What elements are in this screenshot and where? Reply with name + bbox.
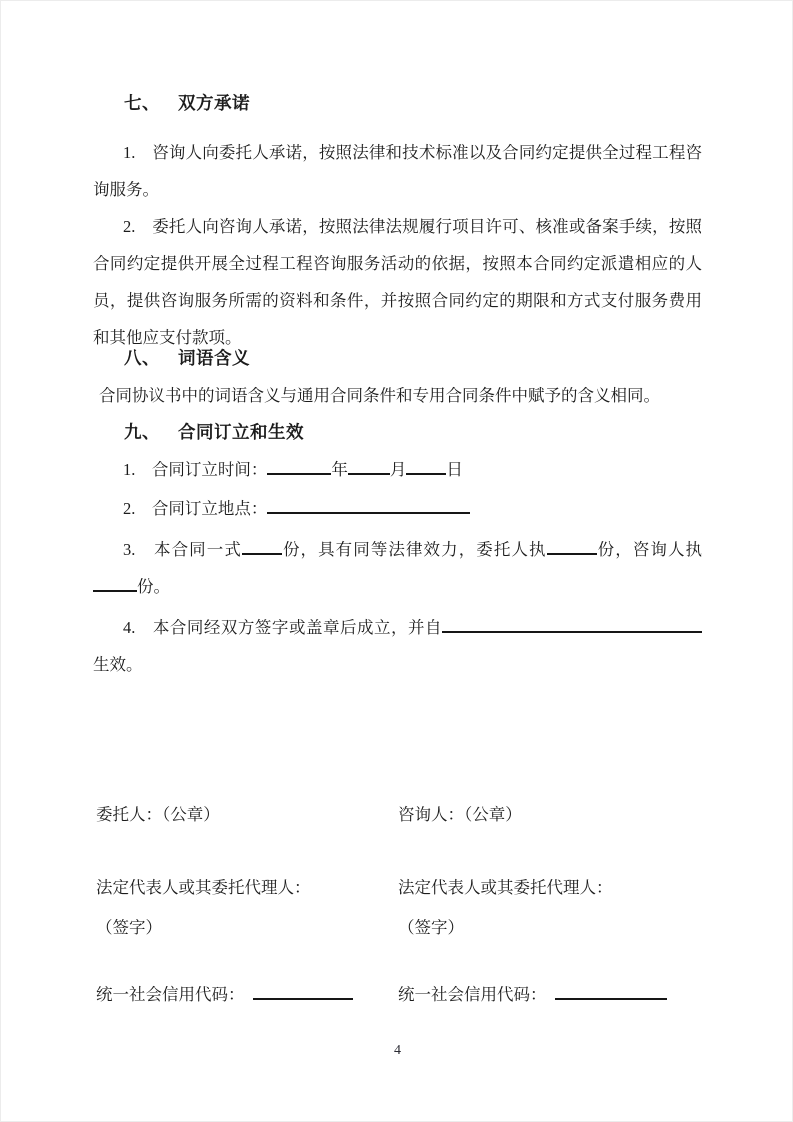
blank-line-place [267, 498, 470, 514]
clause-text: 年 [331, 460, 348, 479]
clause-7-1: 1. 咨询人向委托人承诺，按照法律和技术标准以及合同约定提供全过程工程咨询服务。 [93, 143, 702, 199]
client-representative-label: 法定代表人或其委托代理人： [96, 878, 311, 897]
clause-text: 份，咨询人执 [596, 540, 703, 559]
section-title: 词语含义 [178, 348, 250, 368]
blank-line-day [406, 459, 446, 475]
clause-9-2 [93, 490, 702, 527]
blank-line-client-copies [547, 539, 597, 555]
section-title: 双方承诺 [178, 93, 250, 113]
blank-line-client-credit-code [253, 984, 353, 1000]
blank-line-copies [242, 539, 282, 555]
clause-text: 份。 [137, 577, 170, 596]
section-number: 七、 [124, 93, 160, 113]
blank-line-consultant-copies [93, 576, 137, 592]
clause-8-1: 合同协议书中的词语含义与通用合同条件和专用合同条件中赋予的含义相同。 [99, 386, 660, 405]
clause-text: 月 [389, 460, 407, 479]
blank-line-year [267, 459, 331, 475]
clause-text: 2. 合同订立地点： [123, 499, 268, 518]
clause-9-1 [93, 451, 702, 488]
document-content [1, 1, 793, 1061]
section-heading-9 [93, 414, 702, 451]
blank-line-month [348, 459, 390, 475]
section-number: 九、 [124, 422, 160, 442]
clause-text: 生效。 [93, 655, 143, 674]
consultant-seal-label: 咨询人：（公章） [398, 805, 522, 824]
section-heading-8 [93, 340, 702, 377]
blank-line-consultant-credit-code [555, 984, 667, 1000]
clause-text: 4. 本合同经双方签字或盖章后成立，并自 [123, 618, 442, 637]
clause-text: 日 [446, 460, 463, 479]
consultant-representative-label: 法定代表人或其委托代理人： [398, 878, 613, 897]
section-title: 合同订立和生效 [178, 422, 304, 442]
clause-text: 3. 本合同一式 [123, 540, 242, 559]
signature-block [93, 796, 702, 1013]
clause-9-4 [93, 609, 702, 683]
consultant-credit-code-row [398, 976, 702, 1013]
client-credit-code-row [96, 976, 398, 1013]
signature-column-client [96, 796, 398, 1013]
page-number: 4 [394, 1043, 401, 1058]
blank-line-effective-date [442, 617, 702, 633]
consultant-credit-code-label: 统一社会信用代码： [398, 985, 547, 1004]
clause-9-3 [93, 531, 702, 605]
client-sign-label: （签字） [96, 918, 162, 937]
clause-text: 份，具有同等法律效力，委托人执 [281, 540, 547, 559]
clause-text: 1. 合同订立时间： [123, 460, 268, 479]
consultant-sign-label: （签字） [398, 918, 464, 937]
section-heading-7 [93, 85, 702, 122]
section-number: 八、 [124, 348, 160, 368]
client-seal-label: 委托人：（公章） [96, 805, 220, 824]
signature-column-consultant [398, 796, 702, 1013]
clause-7-2: 2. 委托人向咨询人承诺，按照法律法规履行项目许可、核准或备案手续，按照合同约定提供开展全过程工程咨询服务活动的依据，按照本合同约定派遣相应的人员，提供咨询服务所需的资料和条件，并按照合同约定的期限和方式支付服务费用和其他应支付款项。 [93, 217, 702, 347]
client-credit-code-label: 统一社会信用代码： [96, 985, 245, 1004]
